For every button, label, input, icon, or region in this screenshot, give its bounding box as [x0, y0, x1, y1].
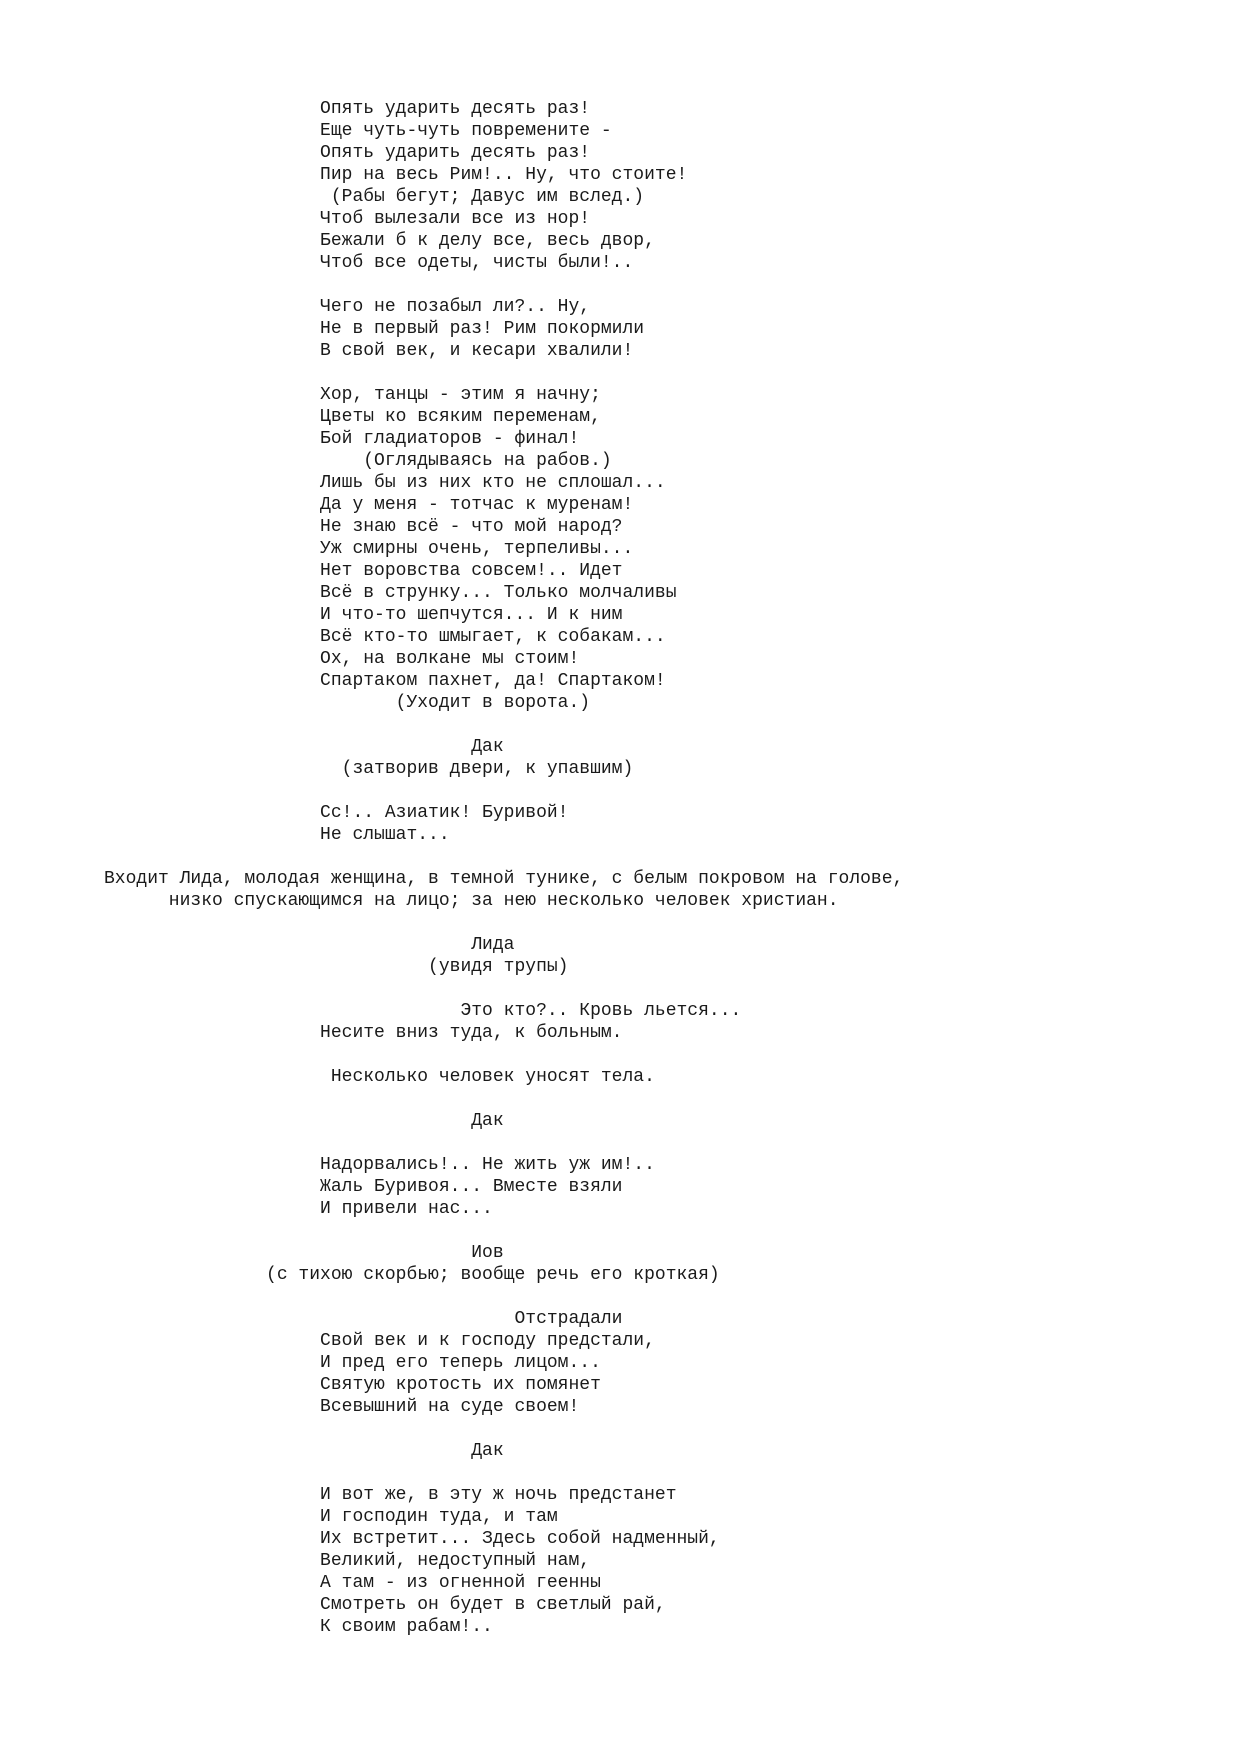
text-line: И что-то шепчутся... И к ним [104, 605, 623, 625]
text-line: А там - из огненной геенны [104, 1573, 601, 1593]
text-line: Не в первый раз! Рим покормили [104, 319, 645, 339]
text-line: К своим рабам!.. [104, 1617, 493, 1637]
text-line: Великий, недоступный нам, [104, 1551, 591, 1571]
text-line [104, 912, 903, 934]
text-line: Всё кто-то шмыгает, к собакам... [104, 627, 666, 647]
text-line: Всё в струнку... Только молчаливы [104, 583, 677, 603]
text-line [104, 846, 903, 868]
text-line: низко спускающимся на лицо; за нею несколько человек христиан. [104, 891, 839, 911]
text-line: Несколько человек уносят тела. [104, 1067, 655, 1087]
text-line: Опять ударить десять раз! [104, 99, 591, 119]
text-line: Дак [104, 1111, 504, 1131]
text-line: Это кто?.. Кровь льется... [104, 1001, 742, 1021]
text-line [104, 1462, 903, 1484]
text-line: Пир на весь Рим!.. Ну, что стоите! [104, 165, 688, 185]
text-line [104, 1088, 903, 1110]
text-line [104, 978, 903, 1000]
text-line [104, 362, 903, 384]
text-line [104, 780, 903, 802]
text-line [104, 274, 903, 296]
text-line [104, 1286, 903, 1308]
text-line: Свой век и к господу предстали, [104, 1331, 655, 1351]
text-line: Бежали б к делу все, весь двор, [104, 231, 655, 251]
text-line: Надорвались!.. Не жить уж им!.. [104, 1155, 655, 1175]
text-line: Дак [104, 1441, 504, 1461]
text-line: Сс!.. Азиатик! Буривой! [104, 803, 569, 823]
text-line: Чего не позабыл ли?.. Ну, [104, 297, 591, 317]
text-line: Лида [104, 935, 515, 955]
text-line: Не слышат... [104, 825, 450, 845]
text-line: Цветы ко всяким переменам, [104, 407, 601, 427]
text-line: Уж смирны очень, терпеливы... [104, 539, 634, 559]
text-line: Чтоб вылезали все из нор! [104, 209, 591, 229]
text-line: Жаль Буривоя... Вместе взяли [104, 1177, 623, 1197]
text-line: (затворив двери, к упавшим) [104, 759, 634, 779]
text-line: Ох, на волкане мы стоим! [104, 649, 580, 669]
text-line: В свой век, и кесари хвалили! [104, 341, 634, 361]
play-text [104, 98, 903, 1638]
text-line: Святую кротость их помянет [104, 1375, 601, 1395]
text-line: Дак [104, 737, 504, 757]
text-line: (с тихою скорбью; вообще речь его кроткая) [104, 1265, 720, 1285]
text-line: Их встретит... Здесь собой надменный, [104, 1529, 720, 1549]
text-line: Бой гладиаторов - финал! [104, 429, 580, 449]
text-line: И вот же, в эту ж ночь предстанет [104, 1485, 677, 1505]
text-line: Нет воровства совсем!.. Идет [104, 561, 623, 581]
text-line: Иов [104, 1243, 504, 1263]
text-line [104, 714, 903, 736]
text-line: Не знаю всё - что мой народ? [104, 517, 623, 537]
text-line: (увидя трупы) [104, 957, 569, 977]
text-line: И привели нас... [104, 1199, 493, 1219]
text-line: Спартаком пахнет, да! Спартаком! [104, 671, 666, 691]
text-line [104, 1044, 903, 1066]
text-line: Еще чуть-чуть повремените - [104, 121, 612, 141]
text-line: (Рабы бегут; Давус им вслед.) [104, 187, 645, 207]
text-line: Смотреть он будет в светлый рай, [104, 1595, 666, 1615]
text-line: И пред его теперь лицом... [104, 1353, 601, 1373]
text-line: Лишь бы из них кто не сплошал... [104, 473, 666, 493]
text-line: (Уходит в ворота.) [104, 693, 591, 713]
text-line: И господин туда, и там [104, 1507, 558, 1527]
text-line: Несите вниз туда, к больным. [104, 1023, 623, 1043]
text-line [104, 1132, 903, 1154]
text-line [104, 1418, 903, 1440]
text-line: Хор, танцы - этим я начну; [104, 385, 601, 405]
text-line: Отстрадали [104, 1309, 623, 1329]
text-line: Опять ударить десять раз! [104, 143, 591, 163]
text-line: Да у меня - тотчас к муренам! [104, 495, 634, 515]
text-line: Входит Лида, молодая женщина, в темной тунике, с белым покровом на голове, [104, 869, 904, 889]
text-line [104, 1220, 903, 1242]
text-line: Чтоб все одеты, чисты были!.. [104, 253, 634, 273]
text-line: Всевышний на суде своем! [104, 1397, 580, 1417]
text-line: (Оглядываясь на рабов.) [104, 451, 612, 471]
